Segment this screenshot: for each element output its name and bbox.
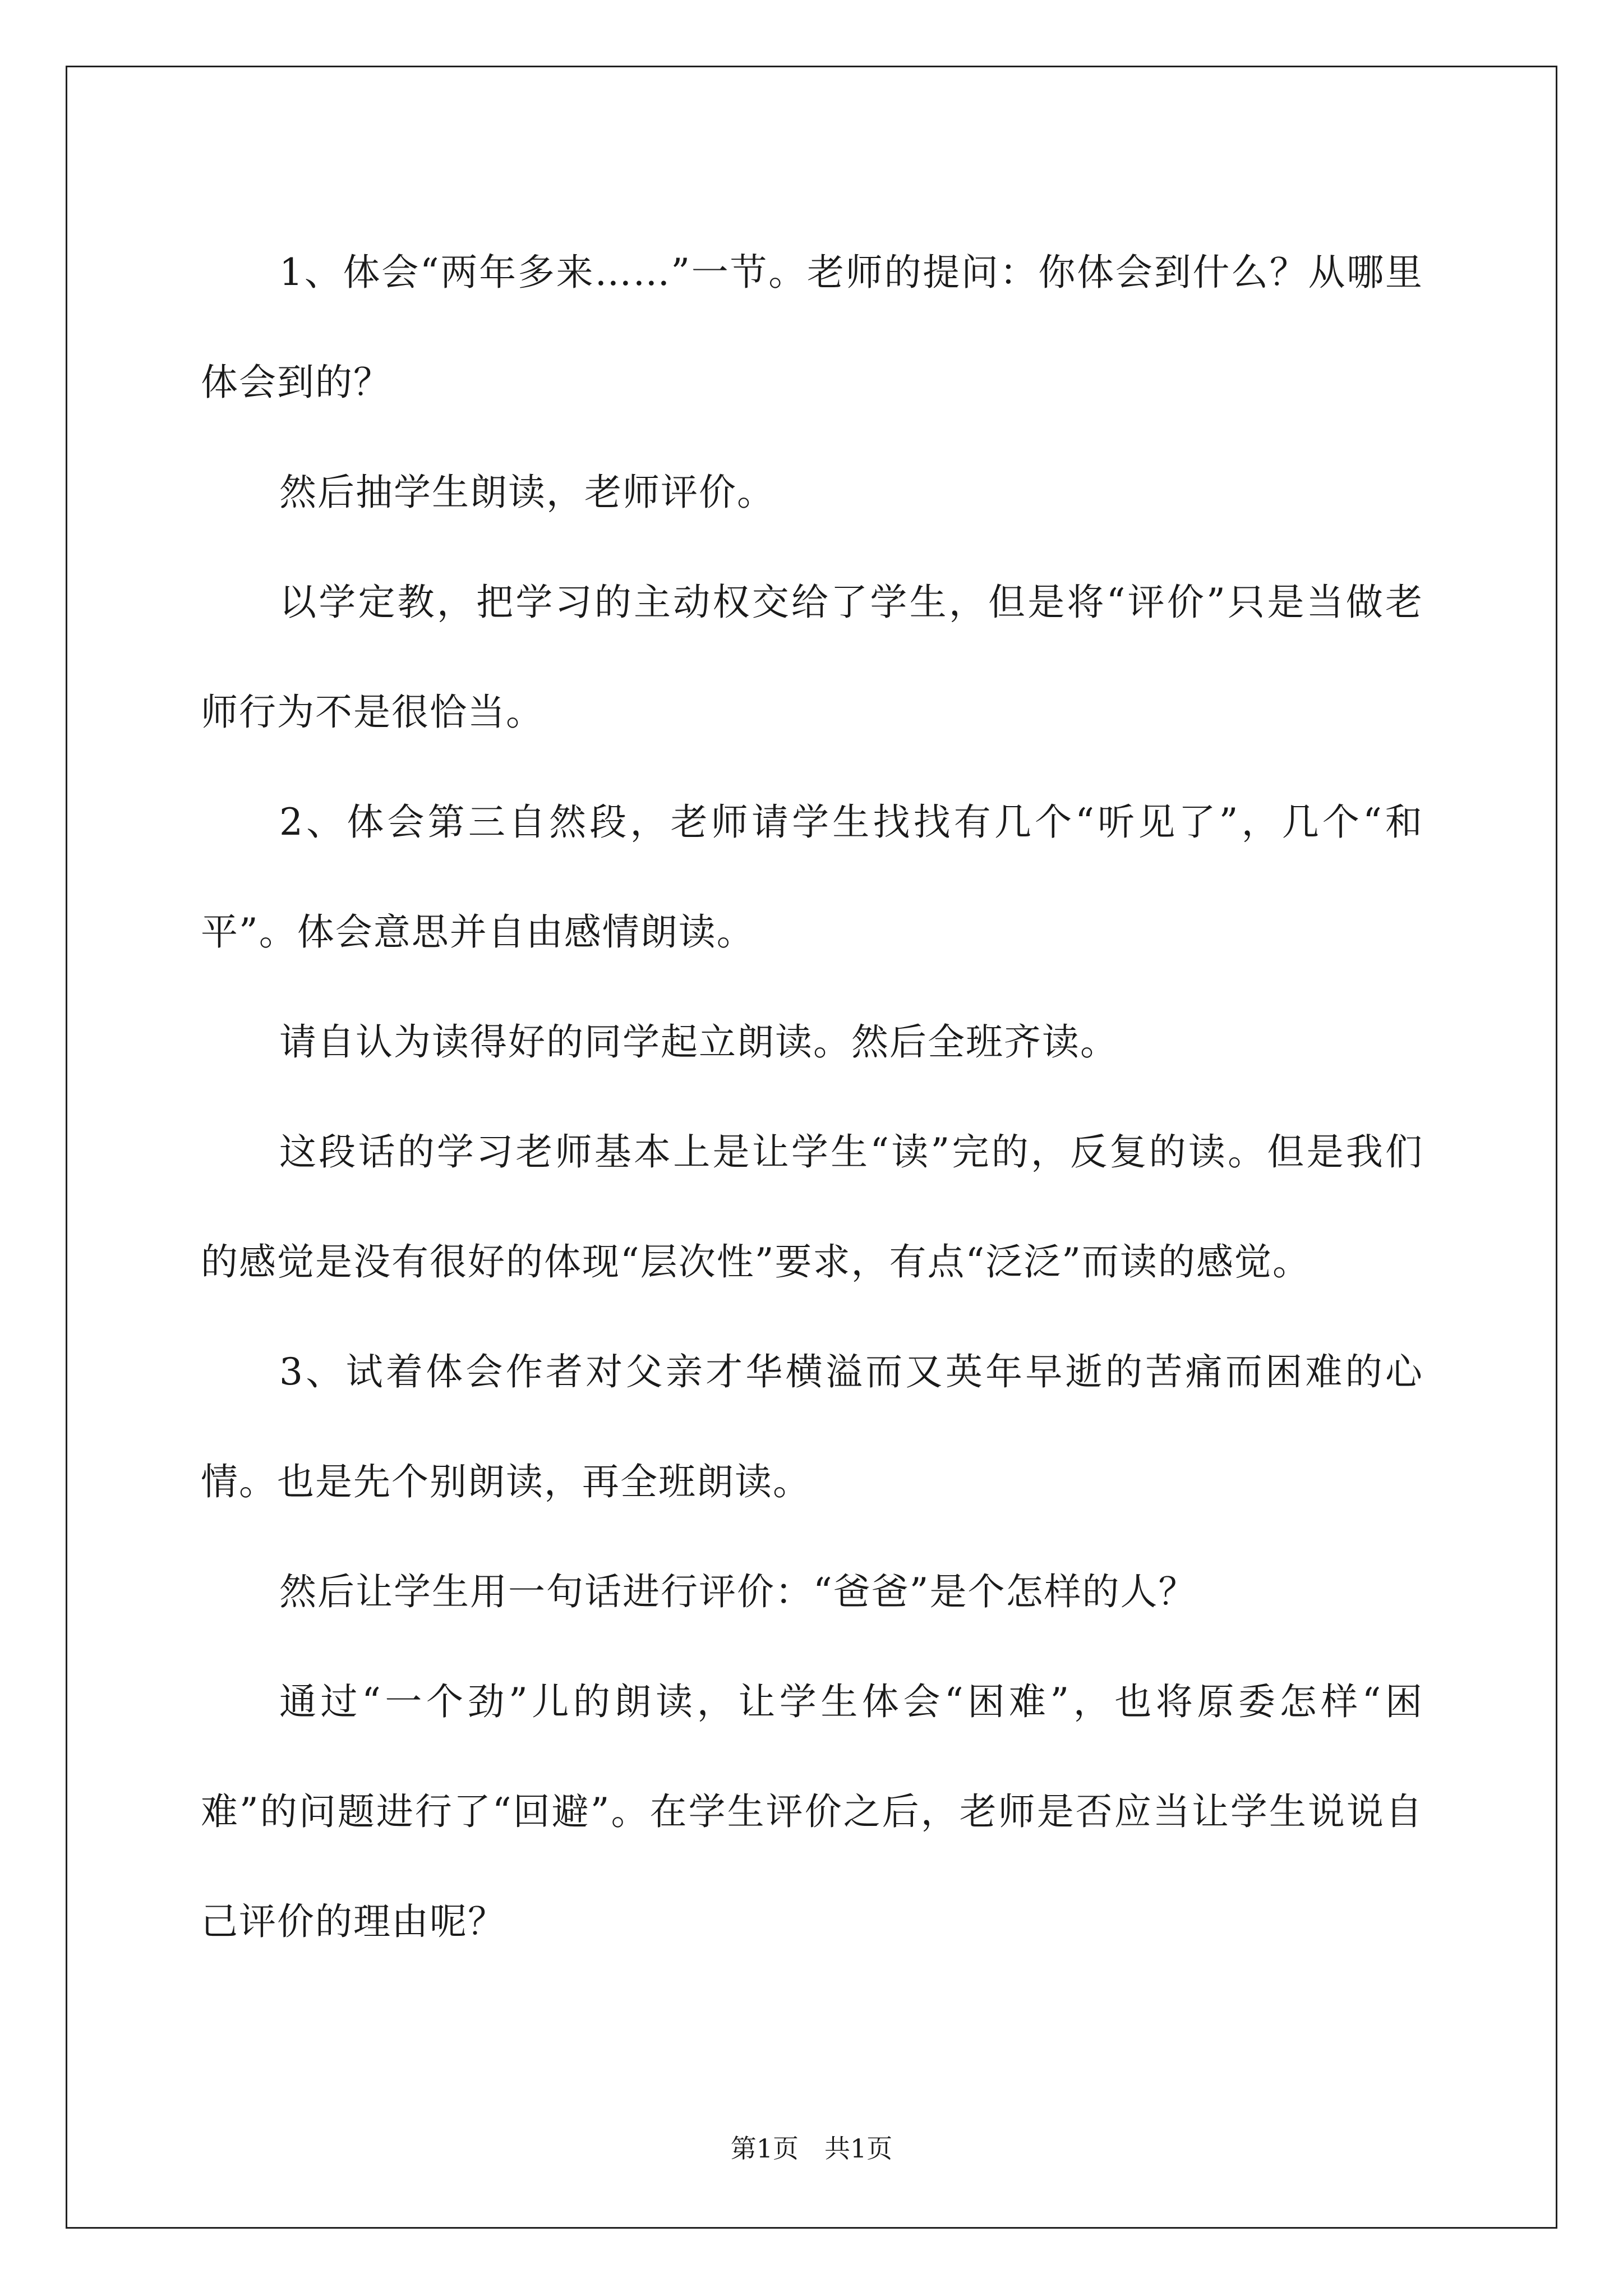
page-number: 第1页 [730, 2133, 799, 2164]
page-footer [0, 2132, 1623, 2165]
document-body [201, 218, 1423, 1977]
paragraph: 3、试着体会作者对父亲才华横溢而又英年早逝的苦痛而困难的心情。也是先个别朗读，再全班朗读。 [201, 1350, 1423, 1503]
paragraph: 2、体会第三自然段，老师请学生找找有几个“听见了”，几个“和平”。体会意思并自由感情朗读。 [201, 800, 1423, 954]
paragraph: 以学定教，把学习的主动权交给了学生，但是将“评价”只是当做老师行为不是很恰当。 [201, 581, 1423, 734]
paragraph: 1、体会“两年多来……”一节。老师的提问：你体会到什么？从哪里体会到的？ [201, 251, 1423, 404]
paragraph: 然后抽学生朗读，老师评价。 [279, 471, 775, 514]
paragraph: 然后让学生用一句话进行评价：“爸爸”是个怎样的人？ [279, 1570, 1197, 1613]
paragraph: 请自认为读得好的同学起立朗读。然后全班齐读。 [279, 1020, 1118, 1064]
page-total: 共1页 [824, 2133, 893, 2164]
paragraph: 通过“一个劲”儿的朗读，让学生体会“困难”，也将原委怎样“困难”的问题进行了“回避”。在学生评价之后，老师是否应当让学生说说自己评价的理由呢？ [201, 1680, 1423, 1943]
paragraph: 这段话的学习老师基本上是让学生“读”完的，反复的读。但是我们的感觉是没有很好的体现“层次性”要求，有点“泛泛”而读的感觉。 [201, 1130, 1423, 1283]
